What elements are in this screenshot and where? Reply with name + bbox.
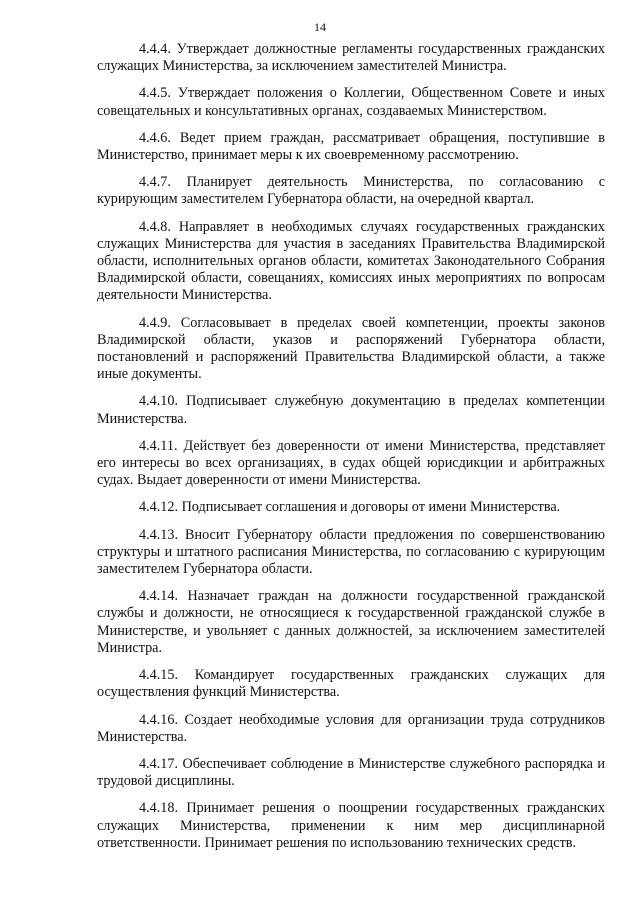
paragraph-4-4-9: 4.4.9. Согласовывает в пределах своей компетенции, проекты законов Владимирской области, указов и распоряжений Губернатора области, постановлений и распоряжений Правительства Владимирской области, а также иные документы. <box>97 314 605 383</box>
paragraph-4-4-12: 4.4.12. Подписывает соглашения и договоры от имени Министерства. <box>139 499 561 516</box>
paragraph-4-4-4: 4.4.4. Утверждает должностные регламенты государственных гражданских служащих Министерства, за исключением заместителей Министра. <box>97 41 605 75</box>
paragraph-4-4-8: 4.4.8. Направляет в необходимых случаях государственных гражданских служащих Министерства для участия в заседаниях Правительства Владимирской области, исполнительных органов области, комитетах Законодательного Собрания Владимирской области, совещаниях, комиссиях иных мероприятиях по вопросам деятельности Министерства. <box>97 218 605 304</box>
page-number: 14 <box>314 20 326 34</box>
paragraph-4-4-14: 4.4.14. Назначает граждан на должности государственной гражданской службы и должности, не относящиеся к государственной гражданской службе в Министерстве, и увольняет с данных должностей, за исключением заместителей Министра. <box>97 588 605 656</box>
paragraph-4-4-13: 4.4.13. Вносит Губернатору области предложения по совершенствованию структуры и штатного расписания Министерства, по согласованию с курирующим заместителем Губернатора области. <box>97 526 605 578</box>
paragraph-4-4-7: 4.4.7. Планирует деятельность Министерства, по согласованию с курирующим заместителем Губернатора области, на очередной квартал. <box>97 174 605 208</box>
document-body <box>97 41 605 862</box>
paragraph-4-4-16: 4.4.16. Создает необходимые условия для организации труда сотрудников Министерства. <box>97 711 605 745</box>
paragraph-4-4-15: 4.4.15. Командирует государственных гражданских служащих для осуществления функций Министерства. <box>97 667 605 701</box>
paragraph-4-4-17: 4.4.17. Обеспечивает соблюдение в Министерстве служебного распорядка и трудовой дисциплины. <box>97 755 605 790</box>
paragraph-4-4-11: 4.4.11. Действует без доверенности от имени Министерства, представляет его интересы во всех организациях, в судах общей юрисдикции и арбитражных судах. Выдает доверенности от имени Министерства. <box>97 437 605 489</box>
paragraph-4-4-18: 4.4.18. Принимает решения о поощрении государственных гражданских служащих Министерства, применении к ним мер дисциплинарной ответственности. Принимает решения по использованию технических средств. <box>97 800 605 851</box>
paragraph-4-4-6: 4.4.6. Ведет прием граждан, рассматривает обращения, поступившие в Министерство, принимает меры к их своевременному рассмотрению. <box>97 129 605 164</box>
paragraph-4-4-5: 4.4.5. Утверждает положения о Коллегии, Общественном Совете и иных совещательных и консультативных органах, создаваемых Министерством. <box>97 85 605 119</box>
paragraph-4-4-10: 4.4.10. Подписывает служебную документацию в пределах компетенции Министерства. <box>97 393 605 427</box>
